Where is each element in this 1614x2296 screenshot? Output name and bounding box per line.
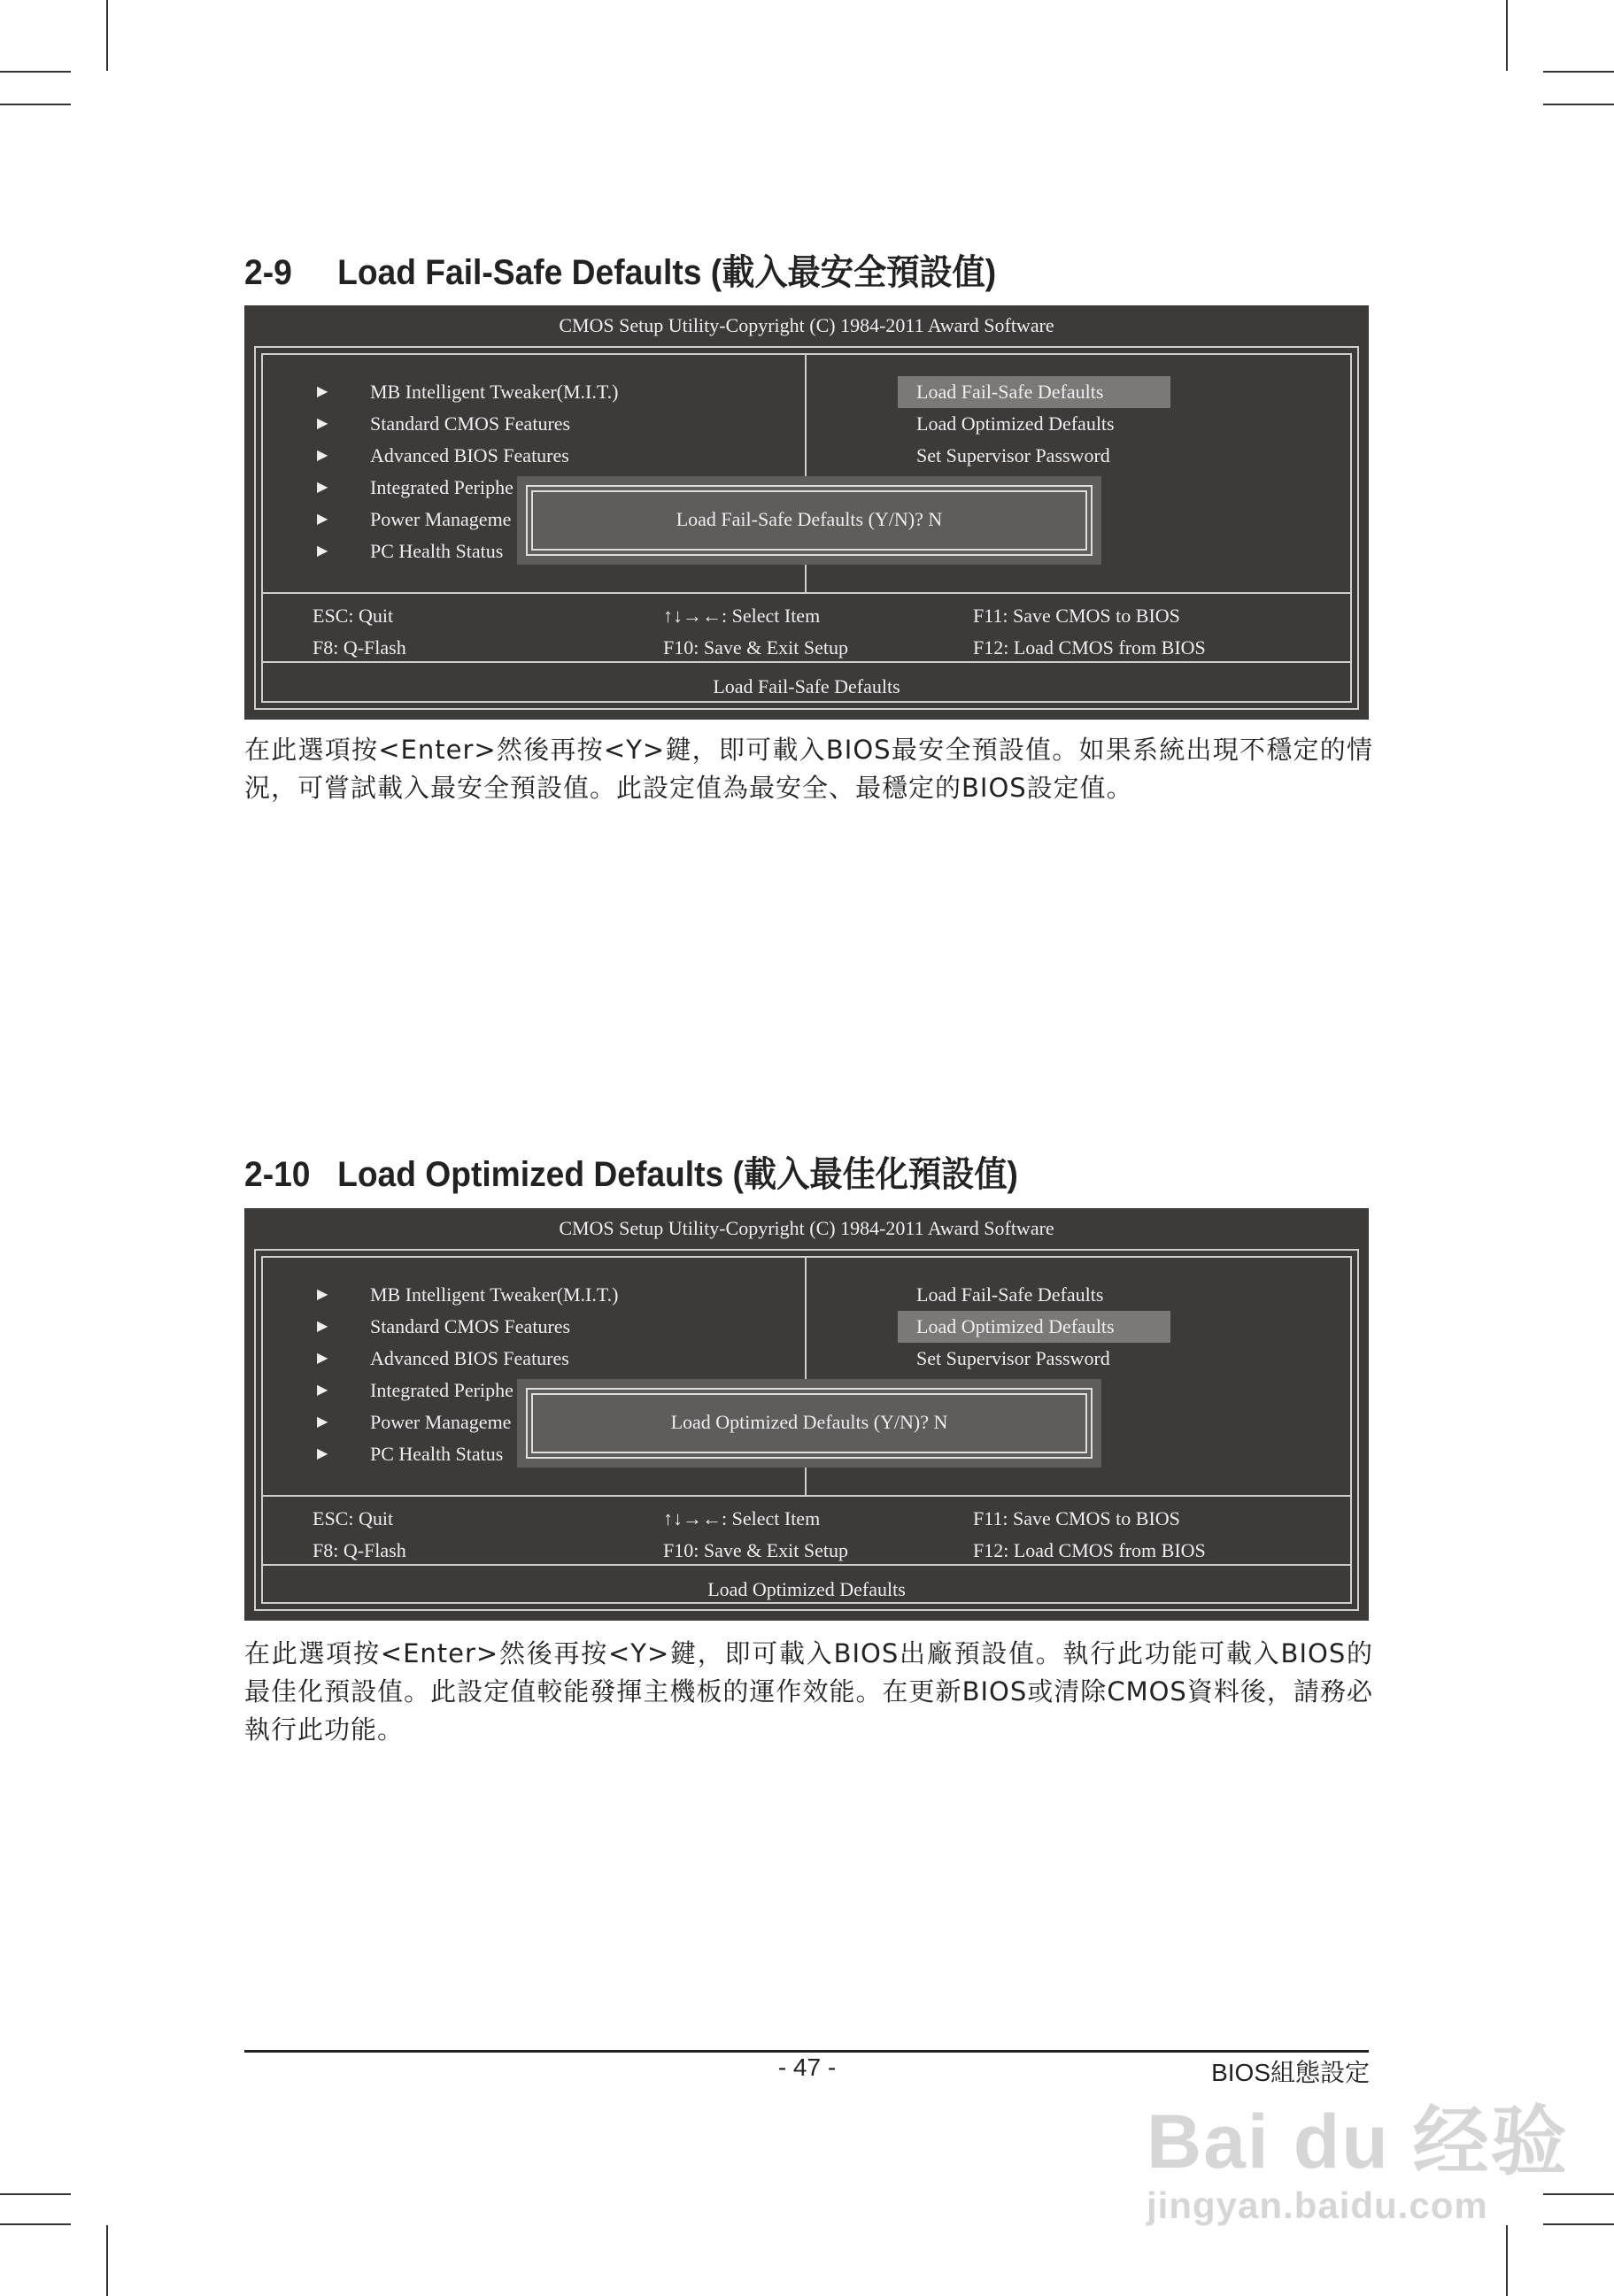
key-hint: F10: Save & Exit Setup xyxy=(663,636,848,659)
crop-mark xyxy=(0,2223,71,2225)
key-hint: F10: Save & Exit Setup xyxy=(663,1539,848,1561)
menu-item-label: Integrated Periphe xyxy=(370,1379,514,1401)
watermark-logo: Bai du 经验 xyxy=(1147,2100,1569,2184)
dialog-message: Load Fail-Safe Defaults (Y/N)? N xyxy=(676,508,943,530)
watermark xyxy=(1147,2080,1569,2227)
section-title: Load Optimized Defaults (載入最佳化預設值) xyxy=(337,1155,1018,1194)
key-hint: ESC: Quit xyxy=(313,1507,394,1529)
bios-divider xyxy=(261,1495,1352,1497)
key-hint: ↑↓→←: Select Item xyxy=(663,605,821,627)
crop-mark xyxy=(0,71,71,73)
menu-item-load-optimized[interactable]: Load Optimized Defaults xyxy=(898,1311,1170,1343)
watermark-url: jingyan.baidu.com xyxy=(1147,2184,1488,2226)
bios-status-line: Load Fail-Safe Defaults xyxy=(713,675,900,697)
menu-item-label: Power Manageme xyxy=(370,1411,512,1433)
bios-right-menu xyxy=(898,1279,1170,1375)
bios-right-menu xyxy=(898,376,1170,472)
crop-mark xyxy=(0,104,71,105)
crop-mark xyxy=(0,2193,71,2195)
menu-item-label: PC Health Status xyxy=(370,1443,504,1465)
triangle-right-icon: ▶ xyxy=(317,1446,328,1461)
key-help xyxy=(244,600,1369,664)
key-hint: F12: Load CMOS from BIOS xyxy=(973,1539,1206,1561)
triangle-right-icon: ▶ xyxy=(317,543,328,559)
menu-item-load-optimized[interactable]: Load Optimized Defaults xyxy=(916,412,1115,435)
bios-screen xyxy=(244,1208,1369,1621)
confirm-dialog[interactable] xyxy=(517,1379,1101,1468)
bios-divider xyxy=(261,592,1352,594)
crop-mark xyxy=(1506,2225,1508,2296)
section-title: Load Fail-Safe Defaults (載入最安全預設值) xyxy=(337,253,997,292)
menu-item-set-supervisor-password[interactable]: Set Supervisor Password xyxy=(916,1347,1110,1369)
menu-item-load-fail-safe[interactable]: Load Fail-Safe Defaults xyxy=(916,1283,1104,1306)
confirm-dialog[interactable] xyxy=(517,476,1101,565)
chapter-name: BIOS組態設定 xyxy=(1211,2059,1370,2086)
menu-item-label: PC Health Status xyxy=(370,540,504,562)
footer-rule xyxy=(244,2050,1369,2053)
crop-mark xyxy=(1506,0,1508,71)
dialog-message: Load Optimized Defaults (Y/N)? N xyxy=(670,1411,948,1433)
triangle-right-icon: ▶ xyxy=(317,512,328,527)
triangle-right-icon: ▶ xyxy=(317,1351,328,1366)
menu-item-set-supervisor-password[interactable]: Set Supervisor Password xyxy=(916,444,1110,466)
triangle-right-icon: ▶ xyxy=(317,416,328,431)
key-hint: ↑↓→←: Select Item xyxy=(663,1507,821,1529)
triangle-right-icon: ▶ xyxy=(317,1287,328,1302)
section-number: 2-9 xyxy=(244,253,292,292)
triangle-right-icon: ▶ xyxy=(317,480,328,495)
bios-screen xyxy=(244,305,1369,720)
crop-mark xyxy=(1543,104,1614,105)
menu-item-label: MB Intelligent Tweaker(M.I.T.) xyxy=(370,381,619,403)
menu-item-label: Standard CMOS Features xyxy=(370,1315,571,1337)
triangle-right-icon: ▶ xyxy=(317,448,328,463)
key-help xyxy=(244,1503,1369,1567)
key-hint: F8: Q-Flash xyxy=(313,636,406,659)
bios-title: CMOS Setup Utility-Copyright (C) 1984-2011 Award Software xyxy=(559,1217,1054,1239)
section-heading xyxy=(244,1146,1018,1197)
section-heading xyxy=(244,244,996,295)
crop-mark xyxy=(1543,71,1614,73)
bios-status-line: Load Optimized Defaults xyxy=(707,1578,906,1600)
section-number: 2-10 xyxy=(244,1155,311,1194)
crop-mark xyxy=(106,0,108,71)
menu-item-label: Advanced BIOS Features xyxy=(370,1347,569,1369)
key-hint: F12: Load CMOS from BIOS xyxy=(973,636,1206,659)
menu-item-load-fail-safe[interactable]: Load Fail-Safe Defaults xyxy=(898,376,1170,408)
menu-item-label: MB Intelligent Tweaker(M.I.T.) xyxy=(370,1283,619,1306)
key-hint: F8: Q-Flash xyxy=(313,1539,406,1561)
key-hint: ESC: Quit xyxy=(313,605,394,627)
triangle-right-icon: ▶ xyxy=(317,384,328,399)
page-number: - 47 - xyxy=(777,2053,837,2081)
key-hint: F11: Save CMOS to BIOS xyxy=(973,1507,1180,1529)
bios-title: CMOS Setup Utility-Copyright (C) 1984-2011 Award Software xyxy=(559,314,1054,336)
section-description: 在此選項按<Enter>然後再按<Y>鍵，即可載入BIOS最安全預設值。如果系統出現不穩定的情況，可嘗試載入最安全預設值。此設定值為最安全、最穩定的BIOS設定值。 xyxy=(244,735,1373,803)
menu-item-label: Standard CMOS Features xyxy=(370,412,571,435)
triangle-right-icon: ▶ xyxy=(317,1383,328,1398)
menu-item-label: Advanced BIOS Features xyxy=(370,444,569,466)
key-hint: F11: Save CMOS to BIOS xyxy=(973,605,1180,627)
triangle-right-icon: ▶ xyxy=(317,1414,328,1429)
menu-item-label: Power Manageme xyxy=(370,508,512,530)
section-description: 在此選項按<Enter>然後再按<Y>鍵，即可載入BIOS出廠預設值。執行此功能可載入BIOS的最佳化預設值。此設定值較能發揮主機板的運作效能。在更新BIOS或清除CMOS資料後，請務必執行此功能。 xyxy=(244,1638,1373,1745)
menu-item-label: Integrated Periphe xyxy=(370,476,514,498)
triangle-right-icon: ▶ xyxy=(317,1319,328,1334)
crop-mark xyxy=(106,2225,108,2296)
